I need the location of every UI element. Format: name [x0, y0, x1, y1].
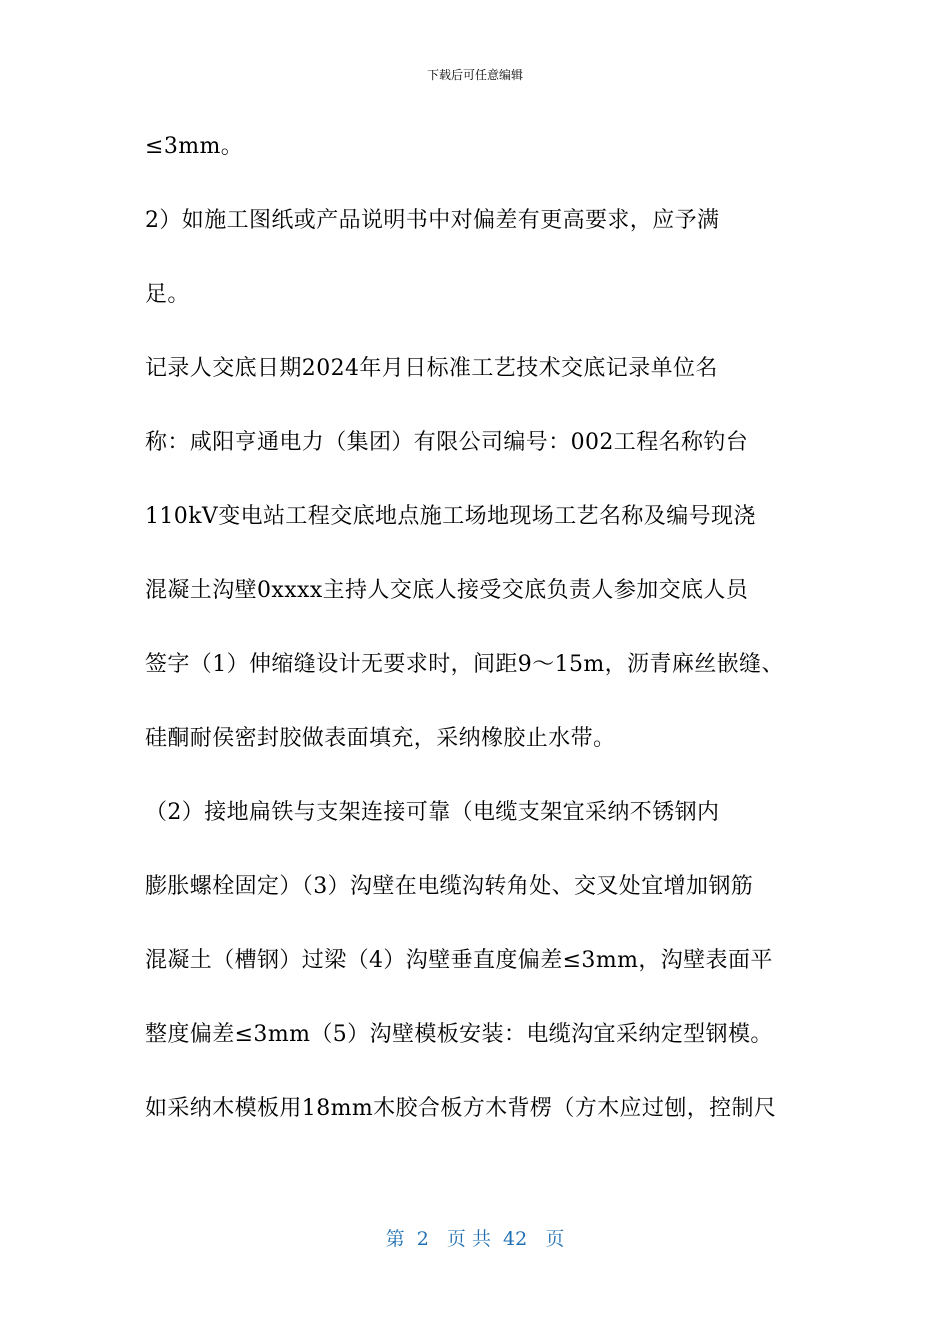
- text-line: 2）如施工图纸或产品说明书中对偏差有更高要求，应予满: [145, 208, 720, 233]
- text-line: 足。: [145, 282, 190, 307]
- text-line: 如采纳木模板用18mm木胶合板方木背楞（方木应过刨，控制尺: [145, 1096, 777, 1121]
- text-line: 110kV变电站工程交底地点施工场地现场工艺名称及编号现浇: [145, 504, 756, 529]
- text-line: 膨胀螺栓固定）（3）沟壁在电缆沟转角处、交叉处宜增加钢筋: [145, 874, 754, 899]
- text-line: 整度偏差≤3mm（5）沟壁模板安装：电缆沟宜采纳定型钢模。: [145, 1022, 773, 1047]
- text-line: 称：咸阳亨通电力（集团）有限公司编号：002工程名称钓台: [145, 430, 749, 455]
- text-line: 硅酮耐侯密封胶做表面填充，采纳橡胶止水带。: [145, 726, 616, 751]
- text-line: 签字（1）伸缩缝设计无要求时，间距9～15m，沥青麻丝嵌缝、: [145, 652, 784, 677]
- text-line: 混凝土沟壁0xxxx主持人交底人接受交底负责人参加交底人员: [145, 578, 749, 603]
- text-line: （2）接地扁铁与支架连接可靠（电缆支架宜采纳不锈钢内: [145, 800, 720, 825]
- text-line: ≤3mm。: [145, 134, 244, 159]
- text-line: 记录人交底日期2024年月日标准工艺技术交底记录单位名: [145, 356, 718, 381]
- document-body: [145, 110, 810, 1146]
- page-number-footer: 第 2 页 共 42 页: [385, 1228, 565, 1250]
- page-header: 下载后可任意编辑: [426, 68, 523, 82]
- text-line: 混凝土（槽钢）过梁（4）沟壁垂直度偏差≤3mm，沟壁表面平: [145, 948, 773, 973]
